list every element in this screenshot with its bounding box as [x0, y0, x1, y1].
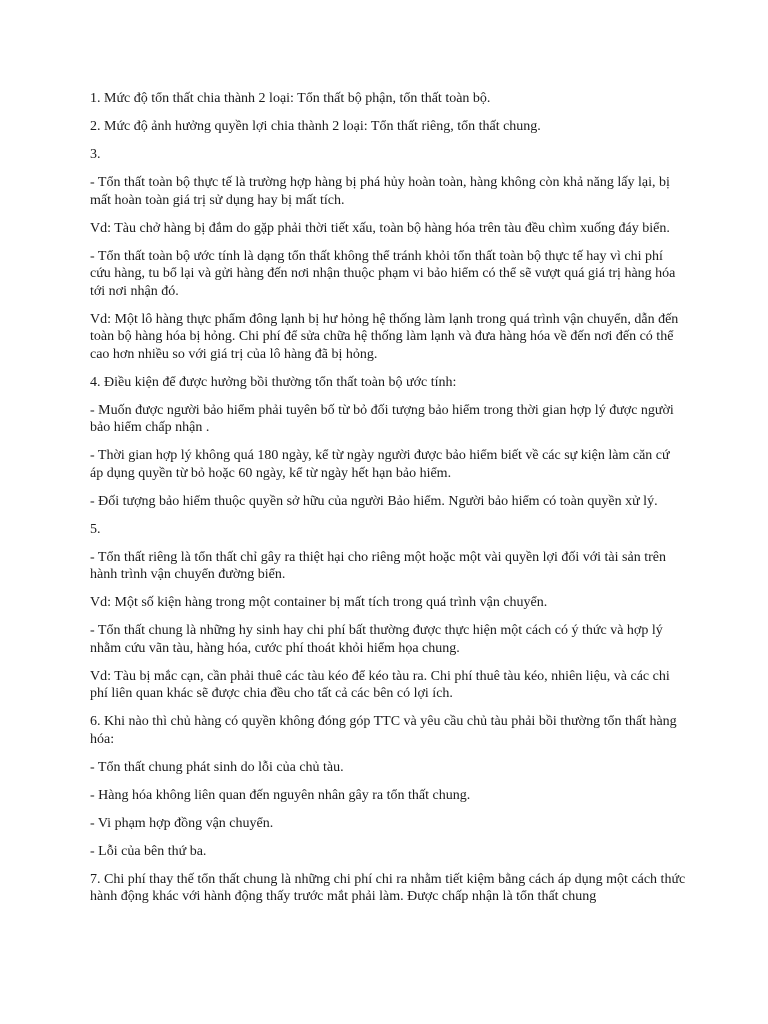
- paragraph-example-1: Vd: Tàu chở hàng bị đắm do gặp phải thời tiết xấu, toàn bộ hàng hóa trên tàu đều chìm xuống đáy biển.: [90, 220, 670, 236]
- paragraph-particular-loss: - Tổn thất riêng là tổn thất chỉ gây ra thiệt hại cho riêng một hoặc một vài quyền lợi đối với tài sản trên hành trình vận chuyển đường biển.: [90, 549, 666, 582]
- paragraph-total-loss-actual: - Tổn thất toàn bộ thực tế là trường hợp hàng bị phá hủy hoàn toàn, hàng không còn khả năng lấy lại, bị mất hoàn toàn giá trị sử dụng hay bị mất tích.: [90, 175, 670, 208]
- paragraph-example-2: Vd: Một lô hàng thực phẩm đông lạnh bị hư hỏng hệ thống làm lạnh trong quá trình vận chuyển, dẫn đến toàn bộ hàng hóa bị hỏng. Chi phí để sửa chữa hệ thống làm lạnh và đưa hàng hóa về đến nơi đến có thể cao hơn nhiều so với giá trị của lô hàng đã bị hỏng.: [90, 311, 679, 362]
- paragraph-total-loss-estimated: - Tổn thất toàn bộ ước tính là dạng tổn thất không thể tránh khỏi tổn thất toàn bộ thực tế hay vì chi phí cứu hàng, tu bổ lại và gửi hàng đến nơi nhận thuộc phạm vi bảo hiểm có thể sẽ vượt quá giá trị hàng hóa tới nơi nhận đó.: [90, 248, 676, 299]
- paragraph-condition-2: - Thời gian hợp lý không quá 180 ngày, kể từ ngày người được bảo hiểm biết về các sự kiện làm căn cứ áp dụng quyền từ bỏ hoặc 60 ngày, kể từ ngày hết hạn bảo hiểm.: [90, 448, 670, 481]
- document-page: [90, 90, 686, 916]
- paragraph-case-3: - Vi phạm hợp đồng vận chuyển.: [90, 815, 274, 831]
- paragraph-general-average: - Tổn thất chung là những hy sinh hay chi phí bất thường được thực hiện một cách có ý thức và hợp lý nhằm cứu vãn tàu, hàng hóa, cước phí thoát khỏi hiểm họa chung.: [90, 623, 663, 656]
- paragraph-4-heading: 4. Điều kiện để được hưởng bồi thường tổn thất toàn bộ ước tính:: [90, 374, 457, 390]
- paragraph-6-heading: 6. Khi nào thì chủ hàng có quyền không đóng góp TTC và yêu cầu chủ tàu phải bồi thường tổn thất hàng hóa:: [90, 714, 677, 747]
- paragraph-case-4: - Lỗi của bên thứ ba.: [90, 843, 207, 859]
- paragraph-case-2: - Hàng hóa không liên quan đến nguyên nhân gây ra tổn thất chung.: [90, 787, 471, 803]
- paragraph-condition-1: - Muốn được người bảo hiểm phải tuyên bố từ bỏ đối tượng bảo hiểm trong thời gian hợp lý được người bảo hiểm chấp nhận .: [90, 402, 674, 435]
- paragraph-example-3: Vd: Một số kiện hàng trong một container bị mất tích trong quá trình vận chuyển.: [90, 595, 548, 610]
- paragraph-1: 1. Mức độ tổn thất chia thành 2 loại: Tổn thất bộ phận, tổn thất toàn bộ.: [90, 91, 491, 106]
- paragraph-3-heading: 3.: [90, 147, 101, 162]
- paragraph-condition-3: - Đối tượng bảo hiểm thuộc quyền sở hữu của người Bảo hiểm. Người bảo hiểm có toàn quyền xử lý.: [90, 493, 658, 509]
- paragraph-example-4: Vd: Tàu bị mắc cạn, cần phải thuê các tàu kéo để kéo tàu ra. Chi phí thuê tàu kéo, nhiên liệu, và các chi phí liên quan khác sẽ được chia đều cho tất cả các bên có lợi ích.: [90, 668, 670, 701]
- paragraph-5-heading: 5.: [90, 521, 101, 537]
- paragraph-2: 2. Mức độ ảnh hưởng quyền lợi chia thành 2 loại: Tổn thất riêng, tổn thất chung.: [90, 119, 541, 134]
- paragraph-7: 7. Chi phí thay thế tổn thất chung là những chi phí chi ra nhằm tiết kiệm bằng cách áp dụng một cách thức hành động khác với hành động thấy trước mắt phải làm. Được chấp nhận là tổn thất chung: [90, 871, 686, 904]
- paragraph-case-1: - Tổn thất chung phát sinh do lỗi của chủ tàu.: [90, 759, 344, 775]
